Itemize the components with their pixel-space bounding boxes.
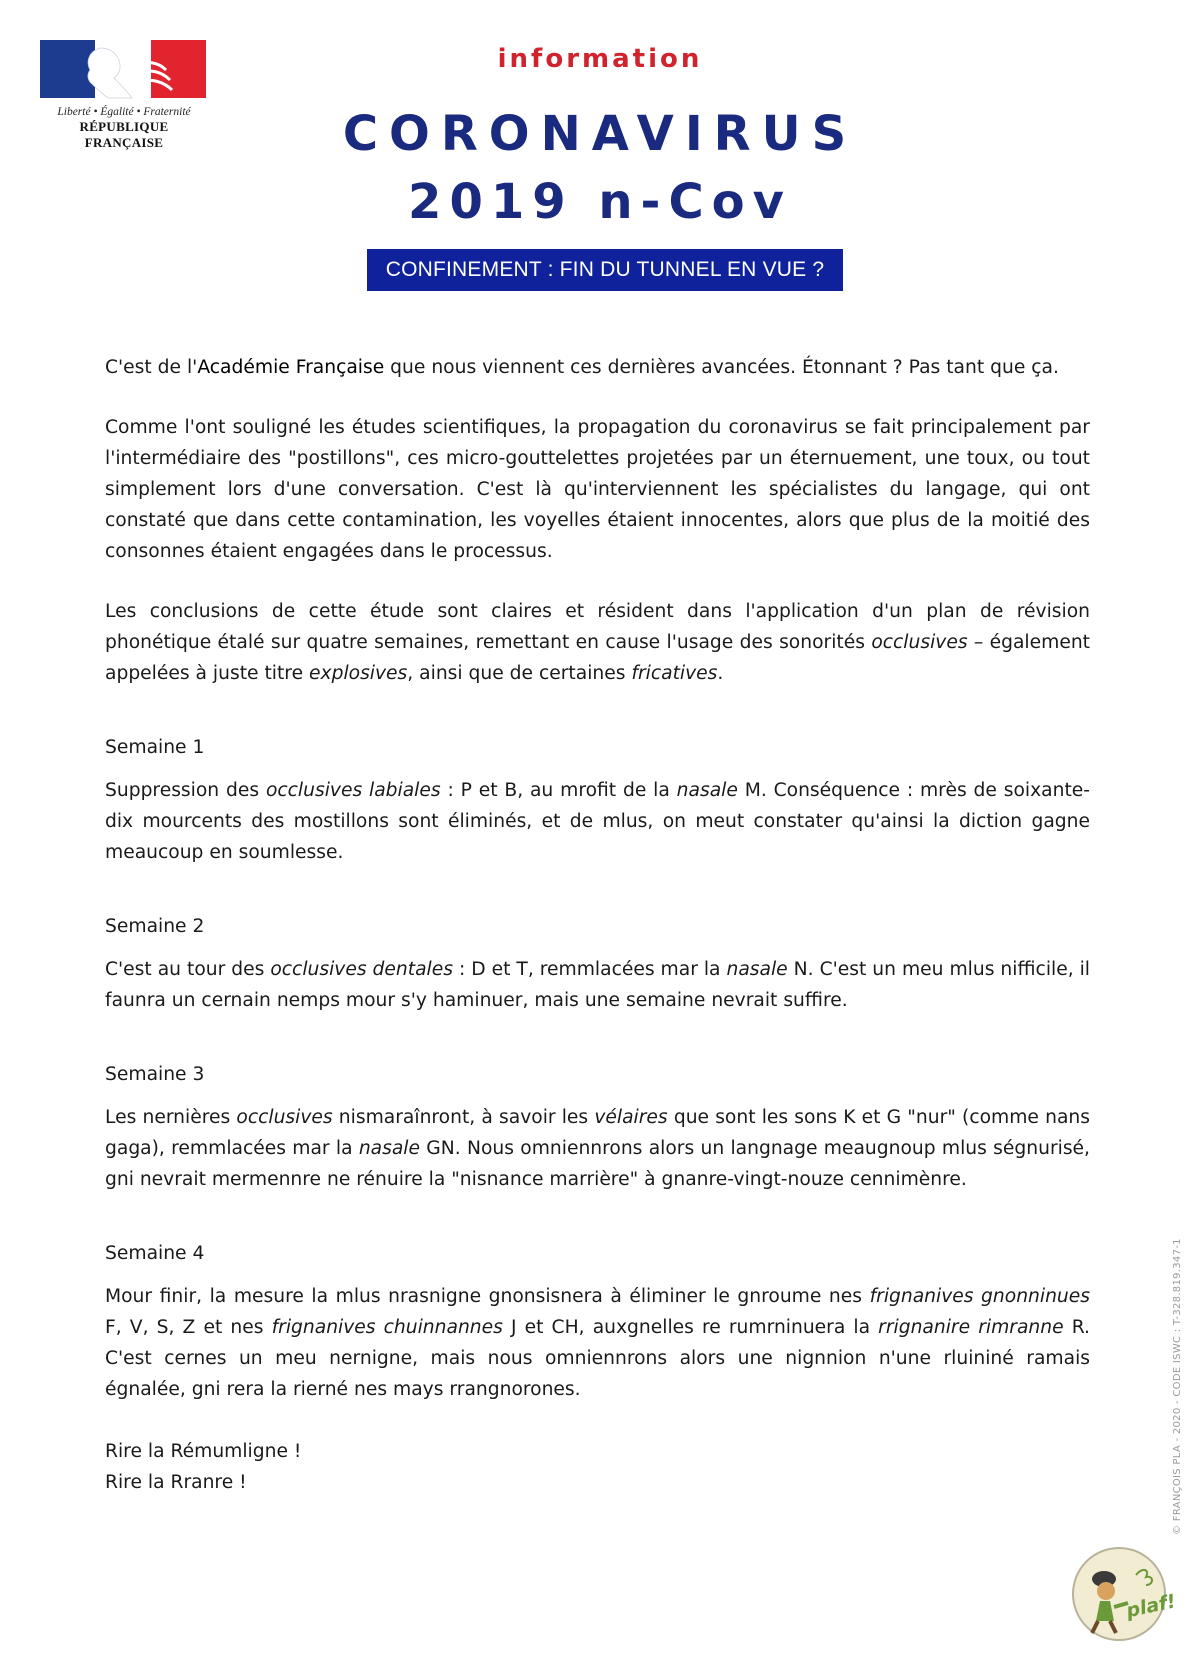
italic-term: explosives — [309, 663, 408, 684]
title-coronavirus: CORONAVIRUS — [342, 106, 858, 162]
italic-term: vélaires — [594, 1107, 668, 1128]
week-1-heading: Semaine 1 — [105, 737, 205, 758]
text-span: J et CH, auxgnelles re rumrninuera la — [502, 1317, 879, 1338]
week-4-heading: Semaine 4 — [105, 1243, 205, 1264]
logo-motto: Liberté • Égalité • Fraternité — [57, 106, 191, 118]
intro-paragraph — [105, 352, 1090, 383]
closing-line-2: Rire la Rranre ! — [105, 1472, 247, 1493]
text-span: Suppression des — [105, 780, 266, 801]
week-1-paragraph — [105, 775, 1090, 868]
week-2-paragraph — [105, 954, 1090, 1016]
text-span: N. C'est un meu mlus nifficile, il faunra un cernain nemps mour s'y haminuer, mais une semaine nevrait suffire. — [105, 959, 1090, 1011]
week-4-paragraph — [105, 1281, 1090, 1405]
closing-line-1: Rire la Rémumligne ! — [105, 1441, 302, 1462]
logo-republic: RÉPUBLIQUE FRANÇAISE — [79, 119, 169, 150]
italic-term: nasale — [726, 959, 788, 980]
italic-term: frignanives gnonninues — [869, 1286, 1090, 1307]
academie-highlight: Académie Française — [197, 357, 385, 378]
italic-term: occlusives dentales — [270, 959, 453, 980]
intro-text-end: que nous viennent ces dernières avancées. Étonnant ? Pas tant que ça. — [384, 357, 1059, 378]
text-span: que sont les sons K et G "nur" (comme nans gaga), remmlacées mar la — [105, 1107, 1090, 1159]
week-3-heading: Semaine 3 — [105, 1064, 205, 1085]
text-span: R. C'est cernes un meu nernigne, mais nous omniennrons alors une nignnion n'une rluininé ramais égnalée, gni rera la rierné nes mays rrangnorones. — [105, 1317, 1090, 1400]
intro-text: C'est de l' — [105, 357, 198, 378]
italic-term: nasale — [358, 1138, 421, 1159]
article-body — [105, 352, 1090, 1498]
subtitle-banner: CONFINEMENT : FIN DU TUNNEL EN VUE ? — [367, 249, 843, 291]
text-span: C'est au tour des — [105, 959, 271, 980]
text-span: M. Conséquence : mrès de soixante-dix mourcents des mostillons sont éliminés, et de mlus, on meut constater qu'ainsi la diction gagne meaucoup en soumlesse. — [105, 780, 1091, 863]
info-label: information — [497, 44, 703, 74]
week-2-heading: Semaine 2 — [105, 916, 205, 937]
paragraph-1: Comme l'ont souligné les études scientifiques, la propagation du coronavirus se fait principalement par l'intermédiaire des "postillons", ces micro-gouttelettes projetées par un éternuement, une toux, ou tout simplement lors d'une conversation. C'est là qu'interviennent les spécialistes du langage, qui ont constaté que dans cette contamination, les voyelles étaient innocentes, alors que plus de la moitié des consonnes étaient engagées dans le processus. — [105, 417, 1090, 562]
italic-term: nasale — [676, 780, 738, 801]
text-span: , ainsi que de certaines — [407, 663, 632, 684]
text-span: nismaraînront, à savoir les — [332, 1107, 595, 1128]
text-span: Les conclusions de cette étude sont claires et résident dans l'application d'un plan de révision phonétique étalé sur quatre semaines, remettant en cause l'usage des sonorités — [105, 601, 1090, 653]
italic-term: frignanives chuinnannes — [271, 1317, 503, 1338]
text-span: Les nernières — [105, 1107, 237, 1128]
plaf-signature: plaf! — [1124, 1590, 1178, 1623]
italic-term: occlusives — [236, 1107, 333, 1128]
text-span: . — [717, 663, 724, 684]
italic-term: rrignanire rimranne — [878, 1317, 1064, 1338]
italic-term: occlusives — [871, 632, 968, 653]
text-span: F, V, S, Z et nes — [105, 1317, 272, 1338]
text-span: Mour finir, la mesure la mlus nrasnigne gnonsisnera à éliminer le gnroume nes — [105, 1286, 870, 1307]
text-span: – également appelées à juste titre — [105, 632, 1090, 684]
week-3-paragraph — [105, 1102, 1090, 1195]
title-ncov: 2019 n-Cov — [408, 174, 792, 230]
text-span: : P et B, au mrofit de la — [440, 780, 677, 801]
italic-term: fricatives — [631, 663, 718, 684]
text-span: : D et T, remmlacées mar la — [452, 959, 727, 980]
italic-term: occlusives labiales — [265, 780, 441, 801]
plaf-logo-icon — [1070, 1545, 1178, 1643]
copyright-notice: © FRANÇOIS PLA - 2020 - CODE ISWC : T-328.819.347-1 — [1172, 1238, 1183, 1535]
text-span: GN. Nous omniennrons alors un langnage meaugnoup mlus ségnurisé, gni nevrait mermennre ne rénuire la "nisnance marrière" à gnanre-vingt-nouze cennimènre. — [105, 1138, 1090, 1190]
paragraph-2 — [105, 596, 1090, 689]
